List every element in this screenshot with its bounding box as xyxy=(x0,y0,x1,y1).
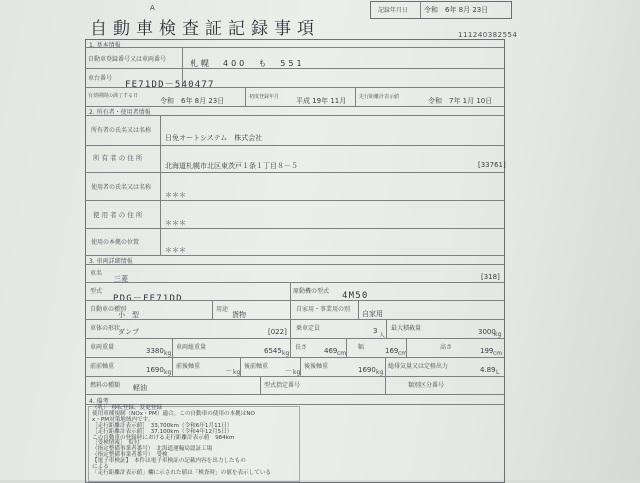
note-line: （指定整備事業者番号） 北海道運輸局認証工場 xyxy=(92,446,213,453)
section-3-heading: 3. 車両詳細情報 xyxy=(89,258,133,265)
maker-label: 車名 xyxy=(90,270,103,277)
front-front-axle-label: 前前軸重 xyxy=(90,363,115,370)
odometer-label: 走行距離計表示値 xyxy=(359,94,400,100)
length-label: 長さ xyxy=(295,344,308,351)
height-label: 高さ xyxy=(440,344,453,351)
approval-number-label: 型式指定番号 xyxy=(264,382,301,389)
maker-value: 三菱 xyxy=(114,275,128,283)
width-value: 169 xyxy=(385,347,399,355)
note-line: （指定整備事業者番号） 受検 xyxy=(92,452,168,459)
validity-label: 有効期間の満了する日 xyxy=(88,93,139,99)
body-shape-code: [022] xyxy=(268,328,287,336)
user-name-value: ＊＊＊ xyxy=(165,191,186,199)
maker-code: [318] xyxy=(481,273,500,281)
base-location-value: ＊＊＊ xyxy=(165,246,186,254)
rear-rear-axle-label: 後後軸重 xyxy=(304,363,329,370)
note-line: この自動車の登録時における走行距離計表示値 984km xyxy=(92,434,235,441)
note-line: 【電子車検証】 本件は電子車検証の記載内容を出力したもの xyxy=(92,458,246,465)
base-location-label: 使用の本拠の位置 xyxy=(91,239,140,246)
note-line: 使用車種規制（NOx・PM）適合。この自動車の使用の本拠はNO xyxy=(92,410,255,417)
height-unit: cm xyxy=(493,350,503,357)
length-value: 469 xyxy=(324,347,338,355)
capacity-label: 乗車定員 xyxy=(296,325,321,332)
max-load-label: 最大積載量 xyxy=(391,325,422,332)
gross-weight-unit: kg xyxy=(282,350,290,357)
owner-address-value: 北海道札幌市北区東茨戸１条１丁目８－５ xyxy=(165,162,298,170)
document-number: 111240382554 xyxy=(458,31,518,39)
purpose-label: 自家用・事業用の別 xyxy=(296,306,351,313)
model-value: PDG－FE71DD xyxy=(113,294,183,304)
fuel-value: 軽油 xyxy=(133,384,147,392)
use-value: 貨物 xyxy=(232,311,246,319)
class-number-label: 類別区分番号 xyxy=(408,382,445,389)
top-letter: A xyxy=(150,4,155,12)
front-rear-axle-value: － xyxy=(225,367,232,375)
width-unit: cm xyxy=(398,350,408,357)
note-line: ［受検情報］ 仮付 xyxy=(92,440,140,447)
fuel-label: 燃料の種類 xyxy=(90,382,121,389)
owner-name-value: 日免オートシステム 株式会社 xyxy=(165,134,263,142)
record-date-value: 令和 6年 8月 23日 xyxy=(424,6,489,14)
gross-weight-label: 車両総重量 xyxy=(176,344,207,351)
section-1-heading: 1. 基本情報 xyxy=(89,42,121,49)
rear-rear-axle-value: 1690 xyxy=(358,366,376,374)
rear-front-axle-label: 後前軸重 xyxy=(244,363,269,370)
length-unit: cm xyxy=(337,350,347,357)
front-front-axle-value: 1690 xyxy=(146,366,164,374)
document-title: 自動車検査証記録事項 xyxy=(90,19,320,39)
body-shape-value: ダンプ xyxy=(118,328,140,336)
max-load-value: 3000 xyxy=(478,328,496,336)
rear-rear-axle-unit: kg xyxy=(376,369,384,376)
note-line: x・PM対策地域内です。 xyxy=(92,416,154,423)
displacement-label: 総排気量又は定格出力 xyxy=(388,363,449,370)
width-label: 幅 xyxy=(358,344,365,351)
use-label: 用途 xyxy=(216,306,229,313)
note-line: 「走行距離計表示値」欄に示された値は「検査時」の値を表示している xyxy=(92,469,272,476)
capacity-unit: 人 xyxy=(379,332,386,339)
reg-number-label: 自動車登録番号又は車両番号 xyxy=(88,56,167,63)
reg-number-value: 札幌 400 も 551 xyxy=(190,59,305,68)
front-rear-axle-label: 前後軸重 xyxy=(176,363,201,370)
note-line: ［走行距離計表示値］ 37,100km（令和4年12月5日） xyxy=(92,428,233,435)
max-load-unit: kg xyxy=(494,331,502,338)
user-name-label: 使用者の氏名又は名称 xyxy=(91,184,152,191)
purpose-value: 自家用 xyxy=(362,310,383,318)
displacement-value: 4.89 xyxy=(480,366,496,374)
height-value: 199 xyxy=(480,347,494,355)
notes-list xyxy=(92,406,271,477)
rear-front-axle-value: － xyxy=(285,367,292,375)
validity-value: 令和 6年 8月 23日 xyxy=(160,97,225,105)
weight-unit: kg xyxy=(164,350,172,357)
weight-value: 3380 xyxy=(146,347,164,355)
section-4-heading: 4. 備考 xyxy=(89,398,109,405)
chassis-value: FE71DD－540477 xyxy=(125,80,215,90)
chassis-label: 車台番号 xyxy=(88,75,113,82)
front-rear-axle-unit: kg xyxy=(233,369,241,376)
vehicle-type-label: 自動車の種別 xyxy=(90,306,127,313)
record-date-label: 記録年月日 xyxy=(378,7,409,14)
front-front-axle-unit: kg xyxy=(164,369,172,376)
rear-front-axle-unit: kg xyxy=(293,369,301,376)
user-address-label: 使 用 者 の 住 所 xyxy=(93,211,143,219)
model-label: 型式 xyxy=(90,288,103,295)
engine-value: 4M50 xyxy=(342,291,369,301)
note-line: ［走行距離計表示値］ 33,700km（令和6年1月11日） xyxy=(92,422,233,429)
body-shape-label: 車体の形状 xyxy=(90,325,121,332)
owner-address-code: [33761] xyxy=(478,161,506,169)
capacity-value: 3 xyxy=(373,327,378,335)
displacement-unit: L xyxy=(496,369,500,376)
owner-name-label: 所有者の氏名又は名称 xyxy=(91,127,152,134)
first-reg-value: 平成 19年 11月 xyxy=(296,97,347,105)
odometer-value: 令和 7年 1月 10日 xyxy=(428,97,493,105)
note-line: による xyxy=(92,464,109,471)
gross-weight-value: 6545 xyxy=(264,347,282,355)
first-reg-label: 初度登録年月 xyxy=(249,94,280,100)
weight-label: 車両重量 xyxy=(90,344,115,351)
vehicle-type-value: 小 型 xyxy=(118,311,139,319)
note-line: （乳） 移転登録、変更登録 xyxy=(92,405,162,411)
owner-address-label: 所 有 者 の 住 所 xyxy=(93,154,143,162)
engine-label: 原動機の型式 xyxy=(293,288,330,295)
user-address-value: ＊＊＊ xyxy=(165,219,186,227)
section-2-heading: 2. 所有者・使用者情報 xyxy=(89,109,151,116)
